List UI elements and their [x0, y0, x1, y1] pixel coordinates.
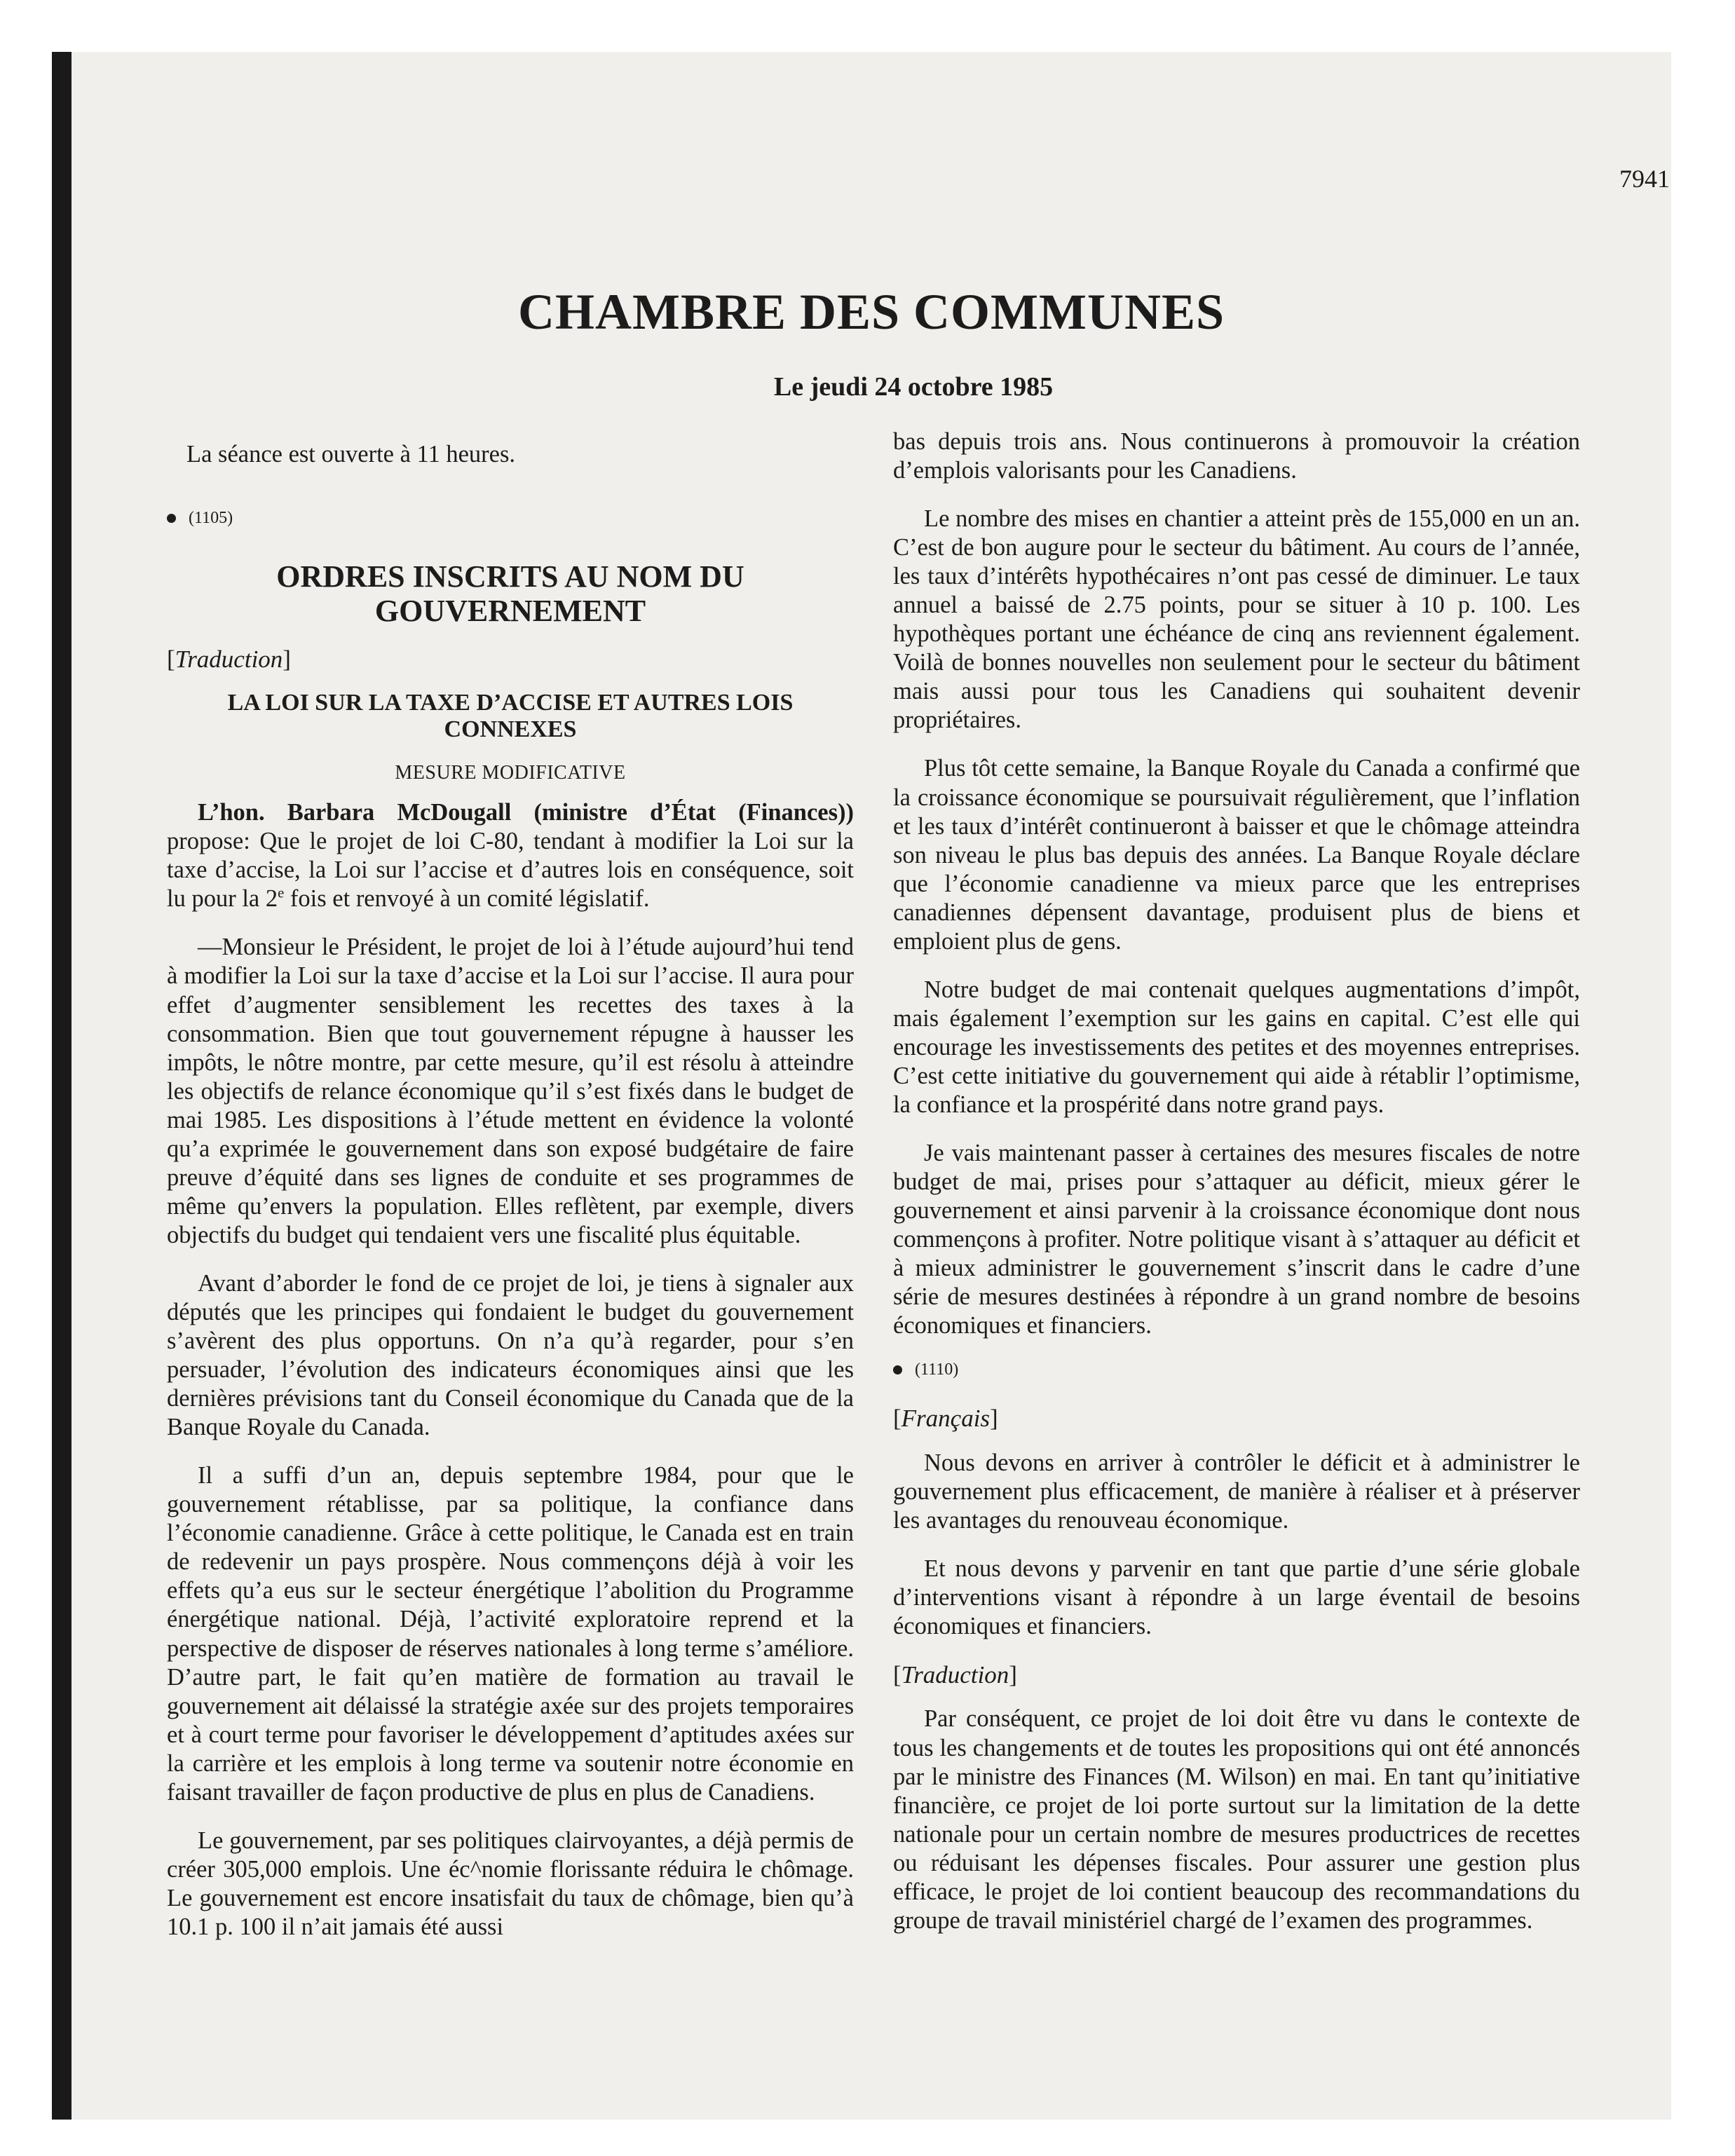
body-paragraph: Par conséquent, ce projet de loi doit être vu dans le contexte de tous les changements et de toutes les propositions qui ont été annoncés par le ministre des Finances (M. Wilson) en mai. En tant qu’initiative financière, ce projet de loi porte surtout sur la limitation de la dette nationale pour un certain nombre de mesures productrices de recettes ou réduisant les dépenses fiscales. Pour assurer une gestion plus efficace, le projet de loi contient beaucoup des recommandations du groupe de travail ministériel chargé de l’examen des programmes.	[893, 1705, 1580, 1934]
left-column	[167, 428, 854, 1961]
language-tag-text: Traduction	[901, 1660, 1009, 1688]
bill-heading: LA LOI SUR LA TAXE D’ACCISE ET AUTRES LOIS CONNEXES	[227, 689, 794, 742]
section-heading: ORDRES INSCRITS AU NOM DU GOUVERNEMENT	[276, 559, 744, 628]
language-tag-text: Traduction	[175, 646, 283, 674]
sitting-opening: La séance est ouverte à 11 heures.	[186, 441, 516, 468]
body-paragraph: Avant d’aborder le fond de ce projet de loi, je tiens à signaler aux députés que les principes qui fondaient le budget du gouvernement s’avèrent des plus opportuns. On n’a qu’à regarder, pour s’en persuader, l’évolution des indicateurs économiques ainsi que les dernières prévisions tant du Conseil économique du Canada que de la Banque Royale du Canada.	[167, 1269, 854, 1441]
ordinal-superscript: e	[278, 885, 285, 901]
bill-subheading: MESURE MODIFICATIVE	[395, 761, 626, 784]
body-paragraph: Notre budget de mai contenait quelques augmentations d’impôt, mais également l’exemption sur les gains en capital. C’est elle qui encourage les investissements des petites et des moyennes entreprises. C’est cette initiative du gouvernement qui aide à rétablir l’optimisme, la confiance et la prospérité dans notre grand pays.	[893, 976, 1580, 1118]
body-paragraph: Plus tôt cette semaine, la Banque Royale du Canada a confirmé que la croissance économique se poursuivait régulièrement, que l’inflation et les taux d’intérêt continueront à baisser et que le chômage atteindra son niveau le plus bas depuis des années. La Banque Royale déclare que l’économie canadienne va mieux parce que les entreprises canadiennes dépensent davantage, produisent plus de biens et emploient plus de gens.	[893, 755, 1580, 955]
sitting-date: Le jeudi 24 octobre 1985	[773, 372, 1054, 402]
language-tag: [Traduction]	[167, 646, 291, 674]
motion-text-end: fois et renvoyé à un comité législatif.	[284, 885, 650, 913]
language-tag-text: Français	[901, 1404, 991, 1432]
bullet-icon	[167, 514, 176, 523]
right-column	[893, 428, 1580, 1955]
language-tag: [Français]	[893, 1404, 998, 1432]
timestamp-text: (1110)	[915, 1360, 959, 1379]
motion-paragraph	[167, 798, 854, 913]
timestamp-marker	[167, 508, 854, 528]
masthead-title: CHAMBRE DES COMMUNES	[517, 284, 1225, 340]
timestamp-text: (1105)	[189, 509, 233, 528]
timestamp-marker	[893, 1360, 1580, 1380]
motion-text: propose: Que le projet de loi C-80, tendant à modifier la Loi sur la taxe d’accise, la Loi sur l’accise et d’autres lois en conséquence, soit lu pour la 2	[167, 828, 854, 913]
speaker-name: L’hon. Barbara McDougall (ministre d’État (Finances))	[198, 799, 854, 826]
body-paragraph: Nous devons en arriver à contrôler le déficit et à administrer le gouvernement plus efficacement, de manière à réaliser et à préserver les avantages du renouveau économique.	[893, 1449, 1580, 1534]
body-paragraph: Et nous devons y parvenir en tant que partie d’une série globale d’interventions visant à répondre à un large éventail de besoins économiques et financiers.	[893, 1555, 1580, 1639]
body-paragraph: Le gouvernement, par ses politiques clairvoyantes, a déjà permis de créer 305,000 emplois. Une éc^nomie florissante réduira le chômage. Le gouvernement est encore insatisfait du taux de chômage, bien qu’à 10.1 p. 100 il n’ait jamais été aussi	[167, 1827, 854, 1940]
page-number: 7941	[1619, 165, 1670, 193]
body-paragraph: Le nombre des mises en chantier a atteint près de 155,000 en un an. C’est de bon augure pour le secteur du bâtiment. Au cours de l’année, les taux d’intérêts hypothécaires n’ont pas cessé de diminuer. Le taux annuel a baissé de 2.75 points, pour se situer à 10 p. 100. Les hypothèques portant une échéance de cinq ans reviennent également. Voilà de bonnes nouvelles non seulement pour le secteur du bâtiment mais aussi pour tous les Canadiens qui souhaitent devenir propriétaires.	[893, 505, 1580, 734]
body-paragraph: bas depuis trois ans. Nous continuerons à promouvoir la création d’emplois valorisants pour les Canadiens.	[893, 428, 1580, 484]
body-paragraph: Il a suffi d’un an, depuis septembre 1984, pour que le gouvernement rétablisse, par sa politique, la confiance dans l’économie canadienne. Grâce à cette politique, le Canada est en train de redevenir un pays prospère. Nous commençons déjà à voir les effets qu’a eus sur le secteur énergétique l’abolition du Programme énergétique national. Déjà, l’activité exploratoire reprend et la perspective de disposer de réserves nationales à long terme s’améliore. D’autre part, le fait qu’en matière de formation au travail le gouvernement ait délaissé la stratégie axée sur des projets temporaires et à court terme pour favoriser le développement d’aptitudes axées sur la carrière et les emplois à long terme va soutenir notre économie en faisant travailler de façon productive de plus en plus de Canadiens.	[167, 1462, 854, 1806]
language-tag: [Traduction]	[893, 1660, 1017, 1688]
scan-edge	[52, 52, 72, 2120]
bullet-icon	[893, 1365, 902, 1374]
body-paragraph: —Monsieur le Président, le projet de loi à l’étude aujourd’hui tend à modifier la Loi sur la taxe d’accise et la Loi sur l’accise. Il aura pour effet d’augmenter sensiblement les recettes des taxes à la consommation. Bien que tout gouvernement répugne à hausser les impôts, le nôtre montre, par cette mesure, qu’il est résolu à atteindre les objectifs de relance économique qu’il s’est fixés dans le budget de mai 1985. Les dispositions à l’étude mettent en évidence la volonté qu’a exprimée le gouvernement dans son exposé budgétaire de faire preuve d’équité dans ses lignes de conduite et ses programmes de même qu’envers la population. Elles reflètent, par exemple, divers objectifs du budget qui tendaient vers une fiscalité plus équitable.	[167, 934, 854, 1248]
body-paragraph: Je vais maintenant passer à certaines des mesures fiscales de notre budget de mai, prises pour s’attaquer au déficit, mieux gérer le gouvernement et ainsi parvenir à la croissance économique dont nous commençons à profiter. Notre politique visant à s’attaquer au déficit et à mieux administrer le gouvernement s’inscrit dans le cadre d’une série de mesures destinées à répondre à un grand nombre de besoins économiques et financiers.	[893, 1140, 1580, 1339]
